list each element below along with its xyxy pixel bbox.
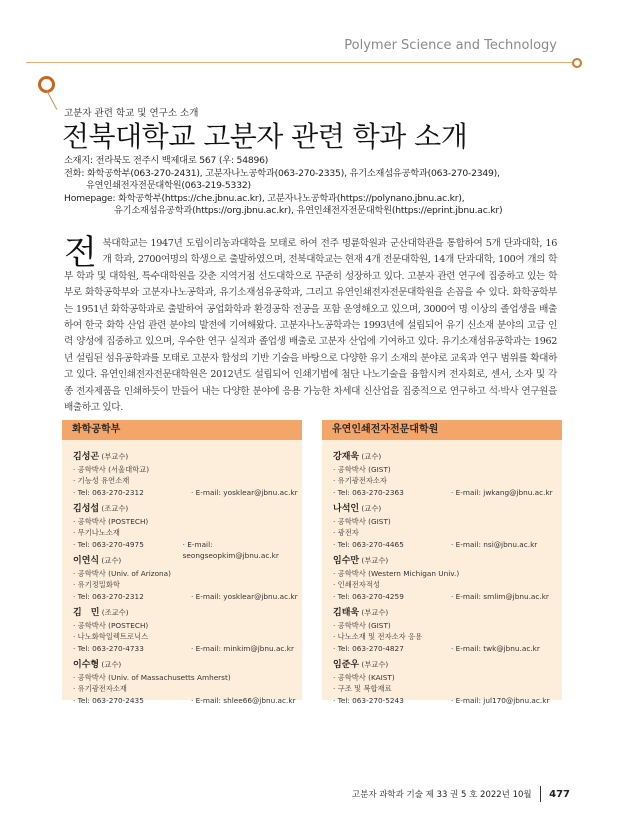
contact-info bbox=[64, 155, 502, 218]
page-number: 477 bbox=[549, 788, 570, 800]
faculty-degree: · 공학박사 (KAIST) bbox=[333, 672, 395, 682]
faculty-email[interactable]: · E-mail: seongseopkim@jbnu.ac.kr bbox=[182, 539, 279, 561]
page-footer bbox=[352, 786, 570, 802]
body-text: 북대학교는 1947년 도립이리농과대학을 모태로 하여 전주 명륜학원과 군산대학관을 통합하여 5개 단과대학, 16개 학과, 2700여명의 학생으로 출발하였으며, 전북대학교는 현재 4개 전문대학원, 14개 단과대학, 100여 개의 학부 학과 및 대학원, 특수대학원을 갖춘 지역거점 선도대학으로 꾸준히 성장하고 있다. 고분자 관련 연구에 집중하고 있는 학부로 화학공학부와 고분자나노공학과, 유기소재섬유공학과, 그리고 유연인쇄전자전문대학원을 손꼽을 수 있다. 화학공학부는 1951년 화학공학과로 출발하여 공업화학과 환경공학 전공을 포함 운영해오고 있으며, 3000여 명 이상의 졸업생을 배출하여 한국 화학 산업 관련 분야의 발전에 기여해왔다. 고분자나노공학과는 1993년에 설립되어 유기 신소재 분야의 고급 인력 양성에 집중하고 있으며, 우수한 연구 실적과 졸업생 배출로 고분자 산업에 기여하고 있다. 유기소재섬유공학과는 1962년 설립된 섬유공학과를 모태로 고분자 합성의 기반 기술을 바탕으로 다양한 유기 소재의 분야로 교육과 연구 범위를 확대하고 있다. 유연인쇄전자전문대학원은 2012년도 설립되어 인쇄기법에 첨단 나노기술을 융합시켜 전자회로, 센서, 소자 및 각종 전자제품을 인쇄하듯이 만들어 내는 다양한 분야에 응용 가능한 차세대 신산업을 집중적으로 연구하고 석·박사 연구원을 배출하고 있다. bbox=[64, 238, 557, 414]
faculty-degree: · 공학박사 (Western Michigan Univ.) bbox=[333, 568, 460, 578]
faculty-tel: · Tel: 063-270-2312 bbox=[73, 487, 144, 497]
address: 소재지: 전라북도 전주시 백제대로 567 (우: 54896) bbox=[64, 155, 269, 166]
faculty-rank: (교수) bbox=[361, 452, 382, 461]
faculty-email[interactable]: · E-mail: yosklear@jbnu.ac.kr bbox=[191, 487, 298, 497]
faculty-email[interactable]: · E-mail: twk@jbnu.ac.kr bbox=[451, 643, 540, 653]
section-kicker: 고분자 관련 학교 및 연구소 소개 bbox=[64, 108, 199, 119]
department-box bbox=[322, 420, 562, 705]
faculty-tel: · Tel: 063-270-2435 bbox=[73, 695, 144, 705]
faculty-entry bbox=[333, 451, 562, 503]
faculty-rank: (조교수) bbox=[101, 608, 129, 617]
faculty-email[interactable]: · E-mail: shlee66@jbnu.ac.kr bbox=[191, 695, 296, 705]
header-rule bbox=[26, 62, 574, 63]
faculty-name: 이수형 bbox=[73, 660, 100, 670]
homepage-line-2: 유기소재섬유공학과(https://org.jbnu.ac.kr), 유연인쇄전자전문대학원(https://eprint.jbnu.ac.kr) bbox=[114, 205, 503, 217]
faculty-name: 강재욱 bbox=[333, 452, 360, 462]
faculty-degree: · 공학박사 (POSTECH) bbox=[73, 516, 149, 526]
faculty-email[interactable]: · E-mail: smlim@jbnu.ac.kr bbox=[451, 591, 549, 601]
faculty-rank: (부교수) bbox=[361, 608, 389, 617]
faculty-entry bbox=[73, 451, 302, 503]
ornament-line bbox=[46, 90, 57, 110]
faculty-entry bbox=[333, 607, 562, 659]
faculty-entry bbox=[73, 659, 302, 711]
faculty-rank: (부교수) bbox=[361, 556, 389, 565]
drop-cap: 전 bbox=[64, 233, 97, 273]
faculty-tel: · Tel: 063-270-2312 bbox=[73, 591, 144, 601]
faculty-list bbox=[322, 440, 562, 711]
faculty-email[interactable]: · E-mail: nsi@jbnu.ac.kr bbox=[451, 539, 538, 549]
department-name: 유연인쇄전자전문대학원 bbox=[322, 420, 562, 440]
faculty-list bbox=[62, 440, 302, 711]
faculty-field: · 구조 및 복합재료 bbox=[333, 684, 392, 694]
faculty-field: · 유기정밀화학 bbox=[73, 580, 120, 590]
faculty-rank: (부교수) bbox=[101, 452, 129, 461]
journal-name: Polymer Science and Technology bbox=[344, 38, 557, 53]
faculty-tel: · Tel: 063-270-2363 bbox=[333, 487, 404, 497]
faculty-entry bbox=[333, 503, 562, 555]
faculty-name: 김 민 bbox=[73, 608, 100, 618]
faculty-rank: (교수) bbox=[101, 660, 122, 669]
faculty-rank: (교수) bbox=[361, 504, 382, 513]
faculty-degree: · 공학박사 (서울대학교) bbox=[73, 464, 150, 474]
faculty-entry bbox=[333, 555, 562, 607]
faculty-tel: · Tel: 063-270-4733 bbox=[73, 643, 144, 653]
faculty-degree: · 공학박사 (GIST) bbox=[333, 464, 391, 474]
faculty-field: · 유기광전자소재 bbox=[73, 684, 127, 694]
faculty-field: · 나노화학일렉트로닉스 bbox=[73, 632, 149, 642]
footer-divider bbox=[540, 786, 542, 802]
faculty-entry bbox=[333, 659, 562, 711]
faculty-degree: · 공학박사 (POSTECH) bbox=[73, 620, 149, 630]
page-title: 전북대학교 고분자 관련 학과 소개 bbox=[62, 120, 468, 153]
faculty-rank: (조교수) bbox=[101, 504, 129, 513]
faculty-tel: · Tel: 063-270-4465 bbox=[333, 539, 404, 549]
faculty-email[interactable]: · E-mail: minkim@jbnu.ac.kr bbox=[191, 643, 294, 653]
faculty-field: · 나노소재 및 전자소자 응용 bbox=[333, 632, 423, 642]
faculty-email[interactable]: · E-mail: yosklear@jbnu.ac.kr bbox=[191, 591, 298, 601]
footer-citation: 고분자 과학과 기술 제 33 권 5 호 2022년 10월 bbox=[351, 790, 532, 800]
faculty-tel: · Tel: 063-270-4259 bbox=[333, 591, 404, 601]
faculty-name: 나석인 bbox=[333, 504, 360, 514]
ring-ornament-small bbox=[572, 58, 582, 68]
body-paragraph bbox=[64, 233, 557, 416]
faculty-name: 김태욱 bbox=[333, 608, 360, 618]
faculty-rank: (부교수) bbox=[361, 660, 389, 669]
faculty-rank: (교수) bbox=[101, 556, 122, 565]
faculty-email[interactable]: · E-mail: jul170@jbnu.ac.kr bbox=[451, 695, 550, 705]
faculty-degree: · 공학박사 (Univ. of Massachusetts Amherst) bbox=[73, 672, 231, 682]
faculty-name: 이연식 bbox=[73, 556, 100, 566]
faculty-entry bbox=[73, 607, 302, 659]
faculty-field: · 유기광전자소자 bbox=[333, 476, 387, 486]
faculty-degree: · 공학박사 (GIST) bbox=[333, 620, 391, 630]
faculty-name: 임준우 bbox=[333, 660, 360, 670]
faculty-tel: · Tel: 063-270-5243 bbox=[333, 695, 404, 705]
faculty-field: · 무기나노소재 bbox=[73, 528, 120, 538]
faculty-field: · 광전자 bbox=[333, 528, 359, 538]
faculty-tel: · Tel: 063-270-4827 bbox=[333, 643, 404, 653]
homepage-line-1: Homepage: 화학공학부(https://che.jbnu.ac.kr), 고분자나노공학과(https://polynano.jbnu.ac.kr), bbox=[64, 192, 465, 204]
faculty-field: · 인쇄전자적성 bbox=[333, 580, 380, 590]
faculty-name: 임수만 bbox=[333, 556, 360, 566]
department-name: 화학공학부 bbox=[62, 420, 302, 440]
faculty-entry bbox=[73, 555, 302, 607]
faculty-name: 김성곤 bbox=[73, 452, 100, 462]
phone-line-2: 유연인쇄전자전문대학원(063-219-5332) bbox=[86, 180, 251, 192]
faculty-tel: · Tel: 063-270-4975 bbox=[73, 539, 144, 549]
faculty-name: 김성섭 bbox=[73, 504, 100, 514]
faculty-email[interactable]: · E-mail: jwkang@jbnu.ac.kr bbox=[451, 487, 553, 497]
faculty-degree: · 공학박사 (Univ. of Arizona) bbox=[73, 568, 171, 578]
faculty-degree: · 공학박사 (GIST) bbox=[333, 516, 391, 526]
faculty-field: · 기능성 유연소재 bbox=[73, 476, 130, 486]
phone-line-1: 전화: 화학공학부(063-270-2431), 고분자나노공학과(063-270-2335), 유기소재섬유공학과(063-270-2349), bbox=[64, 167, 500, 179]
department-box bbox=[62, 420, 302, 705]
